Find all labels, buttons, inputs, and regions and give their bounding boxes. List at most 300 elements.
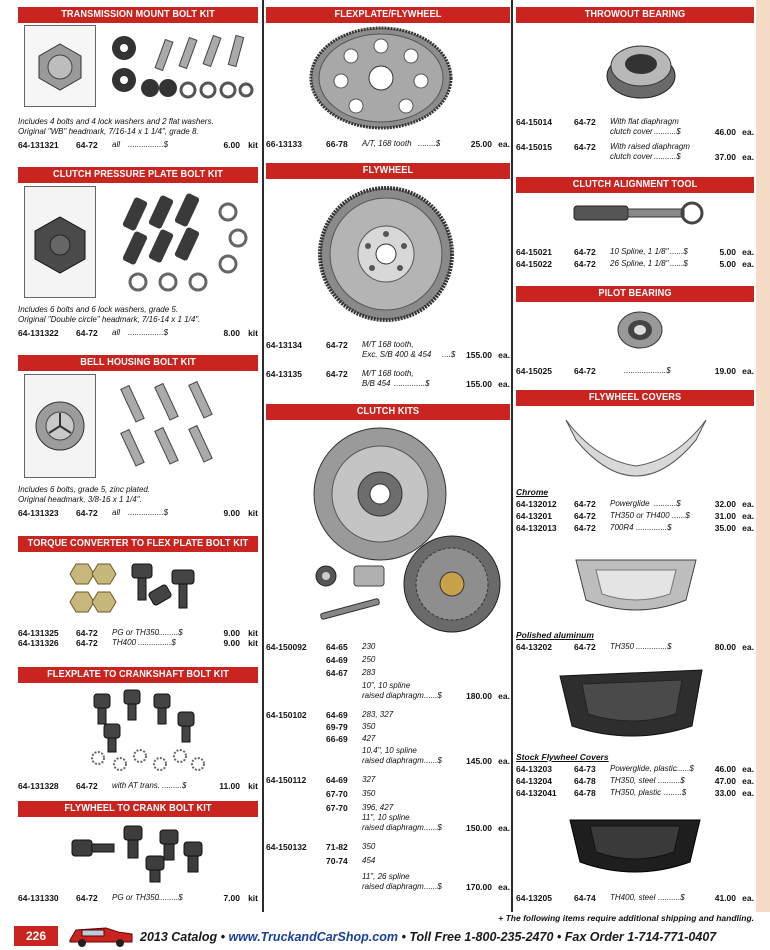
section-throwout-details — [516, 117, 754, 162]
unit: ea. — [742, 776, 754, 786]
part-number: 64-150092 — [266, 642, 307, 652]
unit: ea. — [742, 788, 754, 798]
kit-note: Includes 6 bolts and 6 lock washers, grade 5. — [18, 305, 179, 314]
product-row-cont — [266, 379, 510, 389]
part-number: 64-13204 — [516, 776, 552, 786]
column-divider — [262, 0, 264, 912]
section-alignment-details — [516, 247, 754, 269]
section-flywheel-covers — [516, 390, 754, 406]
description: 10.4", 10 spline — [362, 746, 417, 755]
bolt-head-photo — [24, 25, 96, 107]
years: 64-78 — [574, 788, 596, 798]
section-flywheel-crank — [18, 801, 258, 817]
unit: ea. — [498, 139, 510, 149]
unit: ea. — [742, 523, 754, 533]
product-row-cont — [266, 691, 510, 701]
description: with AT trans. — [112, 781, 161, 790]
price: 47.00 — [714, 776, 736, 786]
engine: 427 — [362, 734, 376, 743]
years: 64-65 — [326, 642, 348, 652]
leader-dots: ....$ — [442, 350, 456, 359]
price: 180.00 — [466, 691, 492, 701]
price: 155.00 — [466, 379, 492, 389]
product-row-cont — [266, 668, 510, 678]
leader-dots: ..........$ — [654, 127, 681, 136]
unit: kit — [248, 328, 258, 338]
years: 64-72 — [326, 340, 348, 350]
description: TH350, plastic — [610, 788, 662, 797]
product-row — [266, 340, 510, 350]
section-header: CLUTCH ALIGNMENT TOOL — [526, 177, 745, 193]
years: 64-72 — [574, 366, 596, 376]
product-row-cont — [266, 734, 510, 744]
shipping-note: + The following items require additional shipping and handling. — [498, 913, 754, 923]
price: 11.00 — [219, 781, 240, 791]
product-row — [516, 764, 754, 774]
product-row-cont — [516, 127, 754, 137]
section-header: CLUTCH PRESSURE PLATE BOLT KIT — [28, 167, 249, 183]
product-row — [516, 259, 754, 269]
kit-note: Original "Double circle" headmark, 7/16-14 x 1 1/4". — [18, 315, 201, 324]
years: 64-72 — [574, 117, 596, 127]
section-transmission-mount — [18, 7, 258, 23]
leader-dots: ...................$ — [624, 366, 671, 375]
section-header: PILOT BEARING — [526, 286, 745, 302]
column-divider — [511, 0, 513, 912]
polished-cover-photo — [566, 550, 706, 620]
product-row-cont — [516, 152, 754, 162]
stock-cover-photo — [552, 666, 712, 748]
website-link[interactable]: www.TruckandCarShop.com — [228, 930, 398, 944]
years: 64-69 — [326, 710, 348, 720]
leader-dots: ................$ — [128, 328, 169, 337]
bolts-washers-photo — [104, 28, 254, 106]
product-row-cont — [266, 856, 510, 866]
description: 10", 10 spline — [362, 681, 411, 690]
part-number: 64-13134 — [266, 340, 302, 350]
price: 5.00 — [719, 247, 736, 257]
engine: 350 — [362, 842, 376, 851]
years: 64-72 — [574, 142, 596, 152]
leader-dots: ..............$ — [394, 379, 430, 388]
leader-dots: ........$ — [664, 788, 687, 797]
section-clutch-kits — [266, 404, 510, 420]
part-number: 64-13205 — [516, 893, 552, 903]
part-number: 64-13135 — [266, 369, 302, 379]
engine: 230 — [362, 642, 376, 651]
unit: ea. — [498, 882, 510, 892]
price: 25.00 — [470, 139, 492, 149]
engine: 283, 327 — [362, 710, 394, 719]
description: Powerglide, plastic — [610, 764, 677, 773]
years: 64-72 — [76, 628, 98, 638]
price: 8.00 — [223, 328, 240, 338]
product-row-cont — [266, 823, 510, 833]
description: With flat diaphragm — [610, 117, 679, 126]
part-number: 64-13203 — [516, 764, 552, 774]
product-row — [18, 893, 258, 903]
description: Powerglide — [610, 499, 650, 508]
description: 11", 10 spline — [362, 813, 410, 822]
description: Exc. S/B 400 & 454 — [362, 350, 432, 359]
years: 64-73 — [574, 764, 596, 774]
unit: ea. — [742, 642, 754, 652]
price: 9.00 — [223, 628, 240, 638]
years: 64-72 — [76, 638, 98, 648]
years: 64-67 — [326, 668, 348, 678]
product-row-cont — [266, 789, 510, 799]
bolts-nuts-photo — [62, 558, 222, 622]
kit-note: Includes 6 bolts, grade 5, zinc plated. — [18, 485, 151, 494]
truck-logo-icon — [66, 922, 136, 948]
description: all — [112, 140, 121, 149]
subsection-label: Stock Flywheel Covers — [516, 752, 609, 762]
kit-note: Original "WB" headmark, 7/16-14 x 1 1/4", grade 8. — [18, 127, 199, 136]
price: 5.00 — [719, 259, 736, 269]
section-bell-housing-details — [18, 485, 258, 518]
years: 69-79 — [326, 722, 348, 732]
separator: • — [556, 930, 562, 944]
price: 9.00 — [223, 638, 240, 648]
subsection-label: Polished aluminum — [516, 630, 594, 640]
price: 7.00 — [223, 893, 240, 903]
fax-number: Fax Order 1-714-771-0407 — [564, 930, 717, 944]
leader-dots: ..........$ — [156, 893, 183, 902]
description: 11", 26 spline — [362, 872, 410, 881]
leader-dots: ..........$ — [658, 776, 685, 785]
product-row — [18, 140, 258, 150]
leader-dots: ......$ — [670, 259, 688, 268]
years: 64-72 — [574, 642, 596, 652]
part-number: 64-15025 — [516, 366, 552, 376]
leader-dots: ................$ — [128, 508, 169, 517]
product-row — [516, 642, 754, 652]
description: clutch cover — [610, 152, 653, 161]
years: 64-72 — [574, 511, 596, 521]
footer-contact — [140, 930, 716, 944]
throwout-bearing-photo — [596, 26, 686, 106]
price: 37.00 — [714, 152, 736, 162]
description: B/B 454 — [362, 379, 391, 388]
description: 10 Spline, 1 1/8" — [610, 247, 669, 256]
unit: ea. — [498, 823, 510, 833]
description: raised diaphragm — [362, 756, 424, 765]
subsection-label: Chrome — [516, 487, 549, 497]
part-number: 66-13133 — [266, 139, 302, 149]
price: 35.00 — [714, 523, 736, 533]
chrome-cover-photo — [556, 410, 716, 480]
th400-cover-photo — [560, 812, 710, 884]
section-flywheel-details — [266, 340, 510, 389]
unit: kit — [248, 893, 258, 903]
years: 64-69 — [326, 775, 348, 785]
description: TH350, steel — [610, 776, 656, 785]
price: 41.00 — [714, 893, 736, 903]
section-header: FLEXPLATE/FLYWHEEL — [276, 7, 500, 23]
product-row — [516, 511, 754, 521]
description: TH350 — [610, 642, 635, 651]
bolts-star-washers-photo — [74, 688, 214, 778]
engine: 350 — [362, 722, 376, 731]
section-torque-converter-details — [18, 628, 258, 648]
section-flexplate — [266, 7, 510, 23]
years: 64-72 — [76, 781, 98, 791]
price: 9.00 — [223, 508, 240, 518]
engine: 250 — [362, 655, 376, 664]
unit: ea. — [742, 764, 754, 774]
description: TH350 or TH400 — [610, 511, 670, 520]
description: 700R4 — [610, 523, 634, 532]
years: 64-72 — [574, 499, 596, 509]
clutch-kit-photo — [302, 424, 502, 636]
leader-dots: ...............$ — [138, 638, 176, 647]
leader-dots: ......$ — [424, 882, 442, 891]
section-header: CLUTCH KITS — [276, 404, 500, 420]
part-number: 64-150102 — [266, 710, 307, 720]
years: 64-72 — [326, 369, 348, 379]
product-row — [266, 775, 510, 785]
part-number: 64-132012 — [516, 499, 557, 509]
product-row — [516, 893, 754, 903]
part-number: 64-131328 — [18, 781, 59, 791]
description: TH400, steel — [610, 893, 656, 902]
product-row-cont — [266, 882, 510, 892]
section-pilot-bearing — [516, 286, 754, 302]
product-row — [266, 642, 510, 652]
product-row — [516, 142, 754, 152]
bolts-washers-photo — [108, 188, 258, 298]
section-header: TRANSMISSION MOUNT BOLT KIT — [28, 7, 249, 23]
part-number: 64-131326 — [18, 638, 59, 648]
years: 67-70 — [326, 803, 348, 813]
part-number: 64-131325 — [18, 628, 59, 638]
description: all — [112, 328, 121, 337]
section-transmission-mount-details — [18, 117, 258, 150]
product-row — [18, 628, 258, 638]
description: TH400 — [112, 638, 137, 647]
part-number: 64-15021 — [516, 247, 552, 257]
section-clutch-kits-details — [266, 642, 510, 892]
years: 64-72 — [76, 140, 98, 150]
part-number: 64-150112 — [266, 775, 307, 785]
part-number: 64-13202 — [516, 642, 552, 652]
unit: ea. — [742, 247, 754, 257]
section-flexplate-crankshaft — [18, 667, 258, 683]
product-row-cont — [266, 655, 510, 665]
price: 80.00 — [714, 642, 736, 652]
section-header: TORQUE CONVERTER TO FLEX PLATE BOLT KIT — [28, 536, 249, 552]
years: 64-72 — [76, 893, 98, 903]
bolt-head-photo — [24, 186, 96, 298]
description: A/T, 168 tooth — [362, 139, 412, 148]
years: 64-72 — [574, 523, 596, 533]
engine: 454 — [362, 856, 376, 865]
leader-dots: ..........$ — [658, 893, 685, 902]
years: 64-74 — [574, 893, 596, 903]
section-flywheel — [266, 163, 510, 179]
bolt-head-photo — [24, 374, 96, 478]
leader-dots: ..........$ — [156, 628, 183, 637]
separator: • — [220, 930, 225, 944]
description: raised diaphragm — [362, 882, 424, 891]
price: 33.00 — [714, 788, 736, 798]
leader-dots: ......$ — [424, 691, 442, 700]
description: 26 Spline, 1 1/8" — [610, 259, 669, 268]
price: 170.00 — [466, 882, 492, 892]
years: 64-78 — [574, 776, 596, 786]
unit: kit — [248, 628, 258, 638]
leader-dots: ......$ — [670, 247, 688, 256]
product-row — [18, 328, 258, 338]
price: 31.00 — [714, 511, 736, 521]
unit: ea. — [742, 152, 754, 162]
toll-free-phone: Toll Free 1-800-235-2470 — [409, 930, 554, 944]
unit: kit — [248, 508, 258, 518]
price: 46.00 — [714, 127, 736, 137]
unit: ea. — [742, 259, 754, 269]
years: 64-69 — [326, 655, 348, 665]
section-header: FLEXPLATE TO CRANKSHAFT BOLT KIT — [28, 667, 249, 683]
leader-dots: ..........$ — [654, 499, 681, 508]
product-row-cont — [266, 756, 510, 766]
section-chrome-covers — [516, 487, 754, 533]
part-number: 64-15015 — [516, 142, 552, 152]
alignment-tool-photo — [570, 198, 710, 232]
description: M/T 168 tooth, — [362, 340, 414, 349]
product-row — [516, 523, 754, 533]
leader-dots: ......$ — [676, 764, 694, 773]
product-row-cont — [266, 803, 510, 813]
price: 6.00 — [223, 140, 240, 150]
description: M/T 168 tooth, — [362, 369, 414, 378]
pilot-bearing-photo — [612, 307, 668, 353]
section-header: BELL HOUSING BOLT KIT — [28, 355, 249, 371]
product-row-cont — [266, 722, 510, 732]
product-row — [516, 499, 754, 509]
part-number: 64-15022 — [516, 259, 552, 269]
product-row-cont — [266, 813, 510, 823]
description: raised diaphragm — [362, 691, 424, 700]
page-number: 226 — [14, 926, 58, 946]
product-row-cont — [266, 746, 510, 756]
section-header: FLYWHEEL TO CRANK BOLT KIT — [28, 801, 249, 817]
product-row — [516, 366, 754, 376]
section-torque-converter — [18, 536, 258, 552]
kit-note: Includes 4 bolts and 4 lock washers and 2 flat washers. — [18, 117, 214, 126]
product-row — [516, 776, 754, 786]
section-flexplate-crankshaft-details — [18, 781, 258, 791]
leader-dots: ..............$ — [636, 642, 672, 651]
description: PG or TH350 — [112, 628, 160, 637]
section-th400-cover — [516, 893, 754, 903]
years: 66-69 — [326, 734, 348, 744]
part-number: 64-132041 — [516, 788, 557, 798]
leader-dots: ......$ — [424, 756, 442, 765]
engine: 283 — [362, 668, 376, 677]
price: 155.00 — [466, 350, 492, 360]
leader-dots: .........$ — [162, 781, 187, 790]
product-row-cont — [266, 681, 510, 691]
description: PG or TH350 — [112, 893, 160, 902]
product-row-cont — [266, 872, 510, 882]
leader-dots: ..............$ — [636, 523, 672, 532]
leader-dots: ..........$ — [654, 152, 681, 161]
description: clutch cover — [610, 127, 653, 136]
section-header: THROWOUT BEARING — [526, 7, 745, 23]
years: 70-74 — [326, 856, 348, 866]
catalog-year: 2013 Catalog — [140, 930, 218, 944]
description: With raised diaphragm — [610, 142, 690, 151]
product-row — [266, 842, 510, 852]
bolts-photo — [114, 376, 254, 478]
unit: ea. — [498, 756, 510, 766]
part-number: 64-131330 — [18, 893, 59, 903]
unit: ea. — [742, 366, 754, 376]
part-number: 64-15014 — [516, 117, 552, 127]
product-row — [18, 508, 258, 518]
years: 71-82 — [326, 842, 348, 852]
leader-dots: ......$ — [672, 511, 690, 520]
engine: 350 — [362, 789, 376, 798]
product-row — [266, 710, 510, 720]
product-row — [266, 139, 510, 149]
flexplate-photo — [306, 26, 456, 130]
price: 145.00 — [466, 756, 492, 766]
product-row — [18, 781, 258, 791]
years: 64-72 — [76, 508, 98, 518]
unit: ea. — [498, 379, 510, 389]
price: 19.00 — [714, 366, 736, 376]
years: 64-72 — [574, 259, 596, 269]
kit-note: Original headmark, 3/8-16 x 1 1/4". — [18, 495, 142, 504]
unit: kit — [248, 781, 258, 791]
unit: ea. — [742, 893, 754, 903]
product-row — [516, 247, 754, 257]
section-flexplate-details — [266, 139, 510, 149]
product-row — [516, 788, 754, 798]
price: 46.00 — [714, 764, 736, 774]
product-row-cont — [266, 350, 510, 360]
flywheel-photo — [306, 184, 466, 324]
unit: kit — [248, 140, 258, 150]
section-flywheel-crank-details — [18, 893, 258, 903]
part-number: 64-131323 — [18, 508, 59, 518]
part-number: 64-13201 — [516, 511, 552, 521]
section-polished-covers — [516, 630, 754, 652]
engine: 327 — [362, 775, 376, 784]
years: 64-72 — [76, 328, 98, 338]
part-number: 64-131322 — [18, 328, 59, 338]
product-row — [18, 638, 258, 648]
price: 150.00 — [466, 823, 492, 833]
product-row — [266, 369, 510, 379]
section-throwout-bearing — [516, 7, 754, 23]
leader-dots: ......$ — [424, 823, 442, 832]
price: 32.00 — [714, 499, 736, 509]
page-edge-tab — [756, 0, 770, 912]
unit: ea. — [742, 511, 754, 521]
unit: kit — [248, 638, 258, 648]
part-number: 64-150132 — [266, 842, 307, 852]
unit: ea. — [742, 127, 754, 137]
engine: 396, 427 — [362, 803, 394, 812]
section-header: FLYWHEEL COVERS — [526, 390, 745, 406]
years: 67-70 — [326, 789, 348, 799]
section-pressure-plate-details — [18, 305, 258, 338]
section-header: FLYWHEEL — [276, 163, 500, 179]
description: all — [112, 508, 121, 517]
separator: • — [401, 930, 406, 944]
